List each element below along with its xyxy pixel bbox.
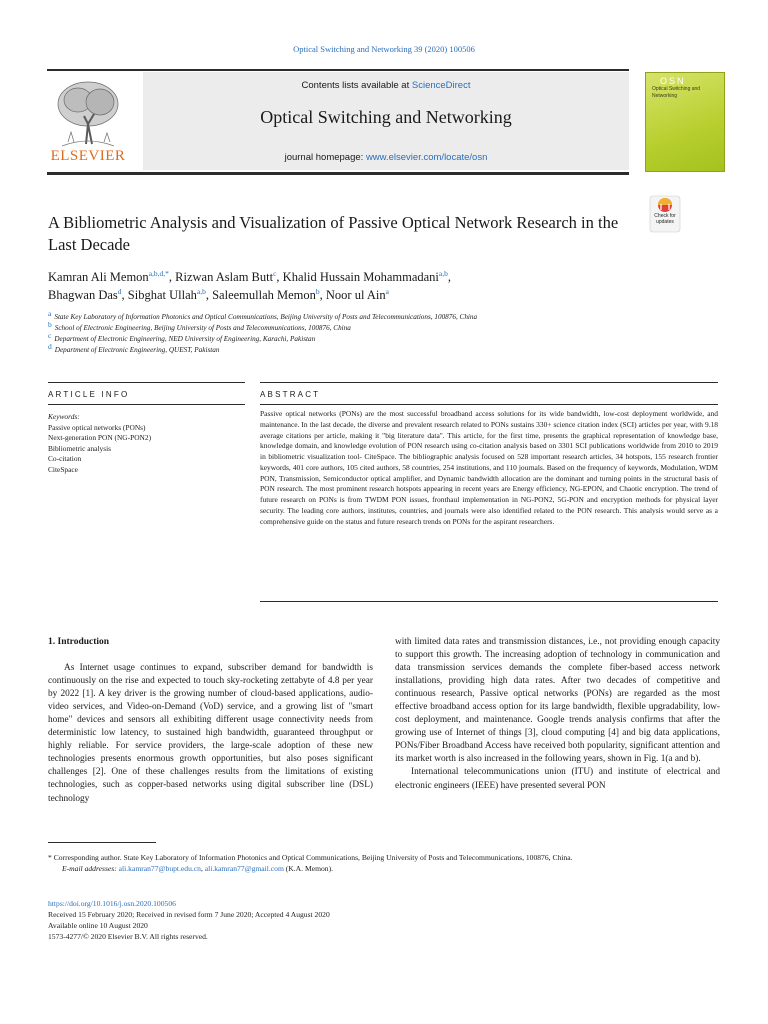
- keywords-list: [48, 412, 245, 476]
- corresponding-author-note: * Corresponding author. State Key Laboratory of Information Photonics and Optical Communications, Beijing University of Posts and Telecommunications, 100876, China.: [48, 853, 573, 862]
- affiliation-text: School of Electronic Engineering, Beijing University of Posts and Telecommunications, 100876, China: [54, 324, 351, 332]
- corresponding-author-footnote: [48, 852, 720, 874]
- affiliation-mark: a: [48, 308, 52, 318]
- email-separator: ,: [200, 864, 205, 873]
- publisher-name: ELSEVIER: [50, 148, 126, 164]
- abstract-heading: ABSTRACT: [260, 390, 321, 399]
- affiliation-item: [48, 308, 728, 323]
- keyword-item: Co-citation: [48, 454, 82, 464]
- contents-prefix: Contents lists available at: [301, 80, 412, 91]
- section-divider: [260, 382, 718, 383]
- check-for-updates-label: [647, 213, 683, 225]
- email-label: E-mail addresses:: [62, 864, 117, 873]
- keyword-item: Bibliometric analysis: [48, 443, 112, 453]
- email-link-2[interactable]: ali.kamran77@gmail.com: [204, 864, 284, 873]
- email-link-1[interactable]: ali.kamran77@bupt.edu.cn: [118, 864, 201, 873]
- author-affiliation-marks[interactable]: a: [385, 286, 389, 296]
- check-label-line2: updates: [656, 219, 674, 225]
- affiliation-item: [48, 319, 728, 334]
- article-title: A Bibliometric Analysis and Visualization of Passive Optical Network Research in the Last Decade: [48, 213, 619, 254]
- section-divider: [260, 601, 718, 602]
- affiliation-mark: b: [48, 319, 52, 329]
- received-dates: Received 15 February 2020; Received in revised form 7 June 2020; Accepted 4 August 2020: [48, 910, 330, 919]
- author-name[interactable]: Bhagwan Das: [48, 288, 118, 302]
- affiliation-text: Department of Electronic Engineering, NED University of Engineering, Karachi, Pakistan: [54, 335, 316, 343]
- keyword-item: Next-generation PON (NG-PON2): [48, 433, 152, 443]
- author-affiliation-marks[interactable]: b: [315, 286, 320, 296]
- homepage-prefix: journal homepage:: [284, 152, 366, 163]
- header-rule: [47, 69, 629, 71]
- footnote-divider: [48, 842, 156, 843]
- author-name[interactable]: Khalid Hussain Mohammadani: [282, 270, 439, 284]
- header-rule-bottom: [47, 172, 629, 175]
- keyword-item: Passive optical networks (PONs): [48, 422, 146, 432]
- sciencedirect-link[interactable]: ScienceDirect: [411, 80, 471, 91]
- doi-link[interactable]: https://doi.org/10.1016/j.osn.2020.100506: [48, 899, 176, 908]
- affiliation-item: [48, 341, 728, 356]
- cover-logo-text: OSN: [660, 76, 686, 86]
- publication-details: [48, 898, 720, 942]
- keywords-label: Keywords:: [48, 412, 80, 421]
- journal-name: Optical Switching and Networking: [260, 107, 512, 127]
- section-heading-introduction: 1. Introduction: [48, 637, 110, 647]
- cover-title: Optical Switching and Networking: [652, 86, 701, 99]
- body-column-left: [48, 636, 373, 806]
- contents-availability: [143, 80, 629, 91]
- abstract-text: Passive optical networks (PONs) are the most successful broadband access solutions for its wide bandwidth, low-cost deployment worldwide, and maintenance. In the last decade, the diverse and prevalent research related to PONs sustains 330+ science citation index (SCI) articles per year, with 9.18 average citations per article, making it "big literature data". This article, for the first time, presents the graphical representation of knowledge base, knowledge domain, and knowledge evolution of PON research using co-citation analysis based on 3301 SCI publications worldwide from 2010 to 2019 in bibliometric visualization tool- CiteSpace. The bibliographic analysis focused on 528 important research articles, 34 hotspots, 155 research frontier keywords, 401 core authors, 105 cited authors, 58 countries, 254 institutions, and 110 journals. Based on the frequency of keywords, Modulation, WDM PON, Transmission, Semiconductor optical amplifier, and Dynamic bandwidth allocation are the dominant and turning points in the structural basis of PON research. The most prominent research hotspots appearing in recent years are Energy efficiency, NG-EPON, and Chaotic encryption. The trend of future research on PONs is from TWDM PON issues, fronthaul implementation in NG-PON2, 5G-PON and encryption methods for physical layer security. The leading core authors, institutes, countries, and journals were also identified related to the PON research. This analysis would serve as a comprehensive guide on the status and future research trends on PONs for the aspirant researchers.: [260, 409, 718, 526]
- section-divider: [48, 382, 245, 383]
- affiliation-text: State Key Laboratory of Information Photonics and Optical Communications, Beijing University of Posts and Telecommunications, 100876, China: [54, 313, 478, 321]
- body-paragraph: with limited data rates and transmission distances, i.e., not providing enough capacity to support this growth. The increasing adoption of technology in communication and data transmission services demands the complete fiber-based access network installations, providing high data rates. After two decades of competitive and continuous research, Passive optical networks (PONs) are regarded as the most effective broadband access option for its large bandwidth, flexible upgradability, low-cost deployment, and maintenance. Google trends analysis confirms that after the growing use of Internet of things [3], cloud computing [4] and big data applications, PONs/Fiber Broadband Access have received both popularity, significant attention and its market worth is also increased in the following years, shown in Fig. 1(a and b).: [395, 637, 720, 765]
- body-paragraph: As Internet usage continues to expand, subscriber demand for bandwidth is continuously on the rise and expected to touch sky-rocketing zettabyte of 4.8 per year by 2022 [1]. A key driver is the growing number of cloud-based applications, audio-video services, and Video-on-Demand (VoD) service, and a growing list of "smart home" devices and sensors all exhibiting different usage connectivity needs from deterministic low latency, to sustained high bandwidth, guaranteed throughput or highly reliable. For service providers, the large-scale adoption of these new technologies presents enormous growth opportunities, but also poses significant challenges [2]. One of these challenges results from the limitations of existing technologies, such as copper-based networks using digital subscriber line (DSL) technology: [48, 663, 373, 804]
- body-paragraph: International telecommunications union (ITU) and institute of electrical and electronic engineers (IEEE) have presented several PON: [395, 767, 720, 791]
- email-line: [48, 863, 720, 874]
- article-info-heading: ARTICLE INFO: [48, 390, 130, 399]
- affiliation-item: [48, 330, 728, 345]
- author-name[interactable]: Noor ul Ain: [325, 288, 386, 302]
- copyright-line: 1573-4277/© 2020 Elsevier B.V. All rights reserved.: [48, 932, 208, 941]
- journal-citation[interactable]: Optical Switching and Networking 39 (2020) 100506: [293, 44, 475, 54]
- author-affiliation-marks[interactable]: d: [117, 286, 122, 296]
- author-affiliation-marks[interactable]: a,b,d,*: [148, 268, 169, 278]
- body-column-right: [395, 636, 720, 793]
- section-divider: [48, 404, 245, 405]
- author-affiliation-marks[interactable]: a,b: [438, 268, 448, 278]
- author-list: Kamran Ali Memon$^{a,b,d,*}$, Rizwan Aslam Butt$^c$, Khalid Hussain Mohammadani$^{a,b}$, Bhagwan Das$^d$, Sibghat Ullah$^{a,b}$, Saleemullah Memon$^b$, Noor ul Ain$^a$: [48, 268, 451, 302]
- author-name[interactable]: Kamran Ali Memon: [48, 270, 149, 284]
- affiliation-mark: c: [48, 330, 52, 340]
- journal-homepage-link[interactable]: www.elsevier.com/locate/osn: [365, 152, 488, 163]
- affiliations: [48, 308, 728, 356]
- author-name[interactable]: Sibghat Ullah: [127, 288, 197, 302]
- author-affiliation-marks[interactable]: a,b: [196, 286, 206, 296]
- check-label-line1: Check for: [654, 213, 676, 219]
- author-name[interactable]: Rizwan Aslam Butt: [175, 270, 274, 284]
- journal-homepage: [143, 152, 629, 163]
- author-affiliation-marks[interactable]: c: [273, 268, 277, 278]
- available-online: Available online 10 August 2020: [48, 921, 148, 930]
- email-suffix: (K.A. Memon).: [283, 864, 334, 873]
- section-divider: [260, 404, 718, 405]
- affiliation-text: Department of Electronic Engineering, QUEST, Pakistan: [54, 346, 220, 354]
- affiliation-mark: d: [48, 341, 52, 351]
- author-name[interactable]: Saleemullah Memon: [212, 288, 316, 302]
- keyword-item: CiteSpace: [48, 464, 78, 474]
